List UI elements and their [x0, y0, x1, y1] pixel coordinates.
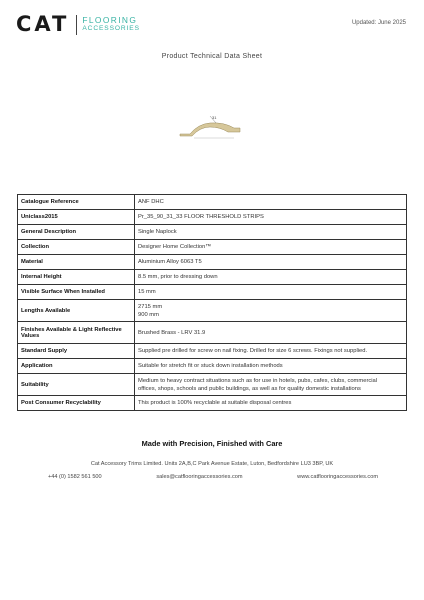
spec-row: [18, 396, 407, 411]
footer-phone: +44 (0) 1582 561 500: [48, 474, 102, 480]
spec-row: [18, 344, 407, 359]
spec-value-line: Designer Home Collection™: [138, 244, 212, 250]
spec-row: [18, 225, 407, 240]
spec-value: [135, 344, 407, 359]
spec-key: Material: [18, 255, 135, 270]
spec-value: [135, 285, 407, 300]
spec-key: Collection: [18, 240, 135, 255]
spec-row: [18, 374, 407, 396]
spec-value: [135, 210, 407, 225]
spec-key: Suitability: [18, 374, 135, 396]
spec-value: [135, 195, 407, 210]
dimension-label: 31: [212, 115, 217, 120]
logo-line-1: FLOORING: [82, 15, 138, 26]
spec-row: [18, 285, 407, 300]
spec-row: [18, 240, 407, 255]
spec-row: [18, 210, 407, 225]
spec-value-line: Medium to heavy contract situations such as for use in hotels, pubs, cafes, clubs, commercial: [138, 377, 378, 384]
spec-value-line: Supplied pre drilled for screw on nail fixing. Drilled for size 6 screws. Fixings not supplied.: [138, 348, 368, 354]
spec-key: Internal Height: [18, 270, 135, 285]
spec-row: [18, 359, 407, 374]
footer-website[interactable]: www.catflooringaccessories.com: [297, 474, 378, 480]
logo-wordmark: CAT: [16, 12, 70, 36]
spec-value-line: ANF DHC: [138, 199, 164, 205]
spec-key: Standard Supply: [18, 344, 135, 359]
spec-value: [135, 240, 407, 255]
product-profile-image: [176, 112, 248, 142]
spec-row: [18, 255, 407, 270]
profile-shape: [180, 123, 240, 136]
spec-value-line: This product is 100% recyclable at suitable disposal centres: [138, 400, 292, 406]
logo-subtitle: [82, 16, 140, 33]
footer-address: Cat Accessory Trims Limited. Units 2A,B,C Park Avenue Estate, Luton, Bedfordshire LU3 3BP, UK: [90, 461, 334, 467]
spec-value: [135, 270, 407, 285]
brand-logo: [16, 14, 140, 35]
footer-email[interactable]: sales@catflooringaccessories.com: [156, 474, 243, 480]
spec-value-line: 15 mm: [138, 289, 156, 295]
footer-tagline: Made with Precision, Finished with Care: [141, 439, 283, 448]
page-title: Product Technical Data Sheet: [161, 53, 263, 60]
logo-divider: [76, 15, 77, 35]
spec-key: General Description: [18, 225, 135, 240]
spec-key: Finishes Available & Light Reflective Values: [18, 322, 135, 344]
spec-key: Lengths Available: [18, 300, 135, 322]
footer-contact: [48, 474, 378, 480]
spec-value-line: offices, shops, schools and public buildings, as well as for quality domestic installations: [138, 385, 361, 392]
spec-value-line: Brushed Brass - LRV 31.9: [138, 329, 206, 336]
spec-row: [18, 300, 407, 322]
spec-key: Uniclass2015: [18, 210, 135, 225]
spec-key: Catalogue Reference: [18, 195, 135, 210]
spec-table-body: [18, 195, 407, 411]
spec-value: [135, 322, 407, 344]
spec-value-line: 2715 mm: [138, 303, 163, 310]
spec-table: [17, 194, 407, 411]
spec-value: [135, 359, 407, 374]
spec-value-line: Single Naplock: [138, 229, 177, 235]
spec-row: [18, 195, 407, 210]
spec-value-line: 8.5 mm, prior to dressing down: [138, 274, 218, 280]
spec-value-line: 900 mm: [138, 311, 159, 318]
spec-row: [18, 270, 407, 285]
spec-value: [135, 300, 407, 322]
spec-value: [135, 255, 407, 270]
spec-key: Visible Surface When Installed: [18, 285, 135, 300]
spec-value: [135, 225, 407, 240]
logo-line-2: ACCESSORIES: [82, 25, 140, 33]
spec-value-line: Suitable for stretch fit or stuck down installation methods: [138, 363, 283, 369]
updated-date: Updated: June 2025: [351, 20, 406, 26]
spec-key: Application: [18, 359, 135, 374]
spec-value: [135, 396, 407, 411]
spec-value: [135, 374, 407, 396]
spec-row: [18, 322, 407, 344]
spec-key: Post Consumer Recyclability: [18, 396, 135, 411]
spec-value-line: Aluminium Alloy 6063 T5: [138, 259, 202, 265]
spec-value-line: Pr_35_90_31_33 FLOOR THRESHOLD STRIPS: [138, 214, 264, 220]
